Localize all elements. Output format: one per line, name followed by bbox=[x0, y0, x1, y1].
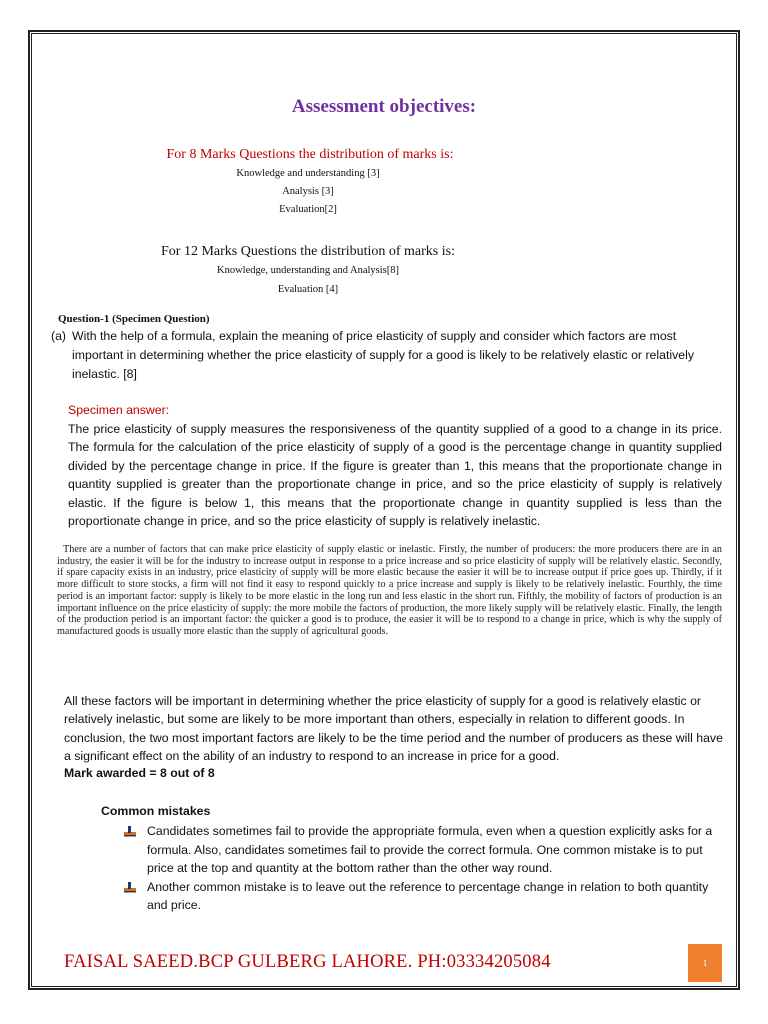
mark-awarded: Mark awarded = 8 out of 8 bbox=[64, 766, 215, 780]
page-number-badge: 1 bbox=[688, 944, 722, 982]
conclusion-paragraph: All these factors will be important in determining whether the price elasticity of supply for a good is relatively elastic or relatively inelastic, but some are likely to be more important than others, especially in relation to different goods. In conclusion, the two most important factors are likely to be the time period and the number of producers as these will have a significant effect on the ability of an industry to respond to an increase in price for a good. bbox=[64, 694, 723, 764]
question-text: With the help of a formula, explain the meaning of price elasticity of supply and consider which factors are most important in determining whether the price elasticity of supply for a good is likely to be relatively elastic or relatively inelastic. [8] bbox=[72, 329, 694, 381]
hand-pointing-icon bbox=[123, 881, 137, 893]
question-heading: Question-1 (Specimen Question) bbox=[58, 313, 210, 325]
twelve-marks-line: Evaluation [4] bbox=[277, 284, 339, 295]
eight-marks-line: Knowledge and understanding [3] bbox=[236, 168, 380, 179]
common-mistakes-heading: Common mistakes bbox=[101, 804, 211, 818]
list-item-text: Candidates sometimes fail to provide the appropriate formula, even when a question explicitly asks for a formula. Also, candidates sometimes fail to provide the correct formula. One common mistake is to put price at the top and quantity at the bottom rather than the other way round. bbox=[147, 824, 713, 875]
twelve-marks-heading: For 12 Marks Questions the distribution of marks is: bbox=[161, 244, 455, 259]
specimen-answer-label: Specimen answer: bbox=[68, 403, 170, 417]
twelve-marks-line: Knowledge, understanding and Analysis[8] bbox=[217, 265, 399, 276]
eight-marks-line: Evaluation[2] bbox=[279, 204, 337, 215]
common-mistakes-list bbox=[123, 822, 723, 915]
hand-pointing-icon bbox=[123, 825, 137, 837]
specimen-answer-paragraph: The price elasticity of supply measures the responsiveness of the quantity supplied of a good to a change in its price. The formula for the calculation of the price elasticity of supply of a good is the percentage change in quantity supplied divided by the percentage change in price. If the figure is greater than 1, this means that the proportionate change in quantity supplied is greater than the proportionate change in price, and so the price elasticity of supply is relatively elastic. If the figure is below 1, this means that the proportionate change in quantity supplied is less than the proportionate change in price, and so the price elasticity of supply is relatively inelastic. bbox=[68, 422, 722, 529]
eight-marks-line: Analysis [3] bbox=[282, 186, 334, 197]
eight-marks-heading: For 8 Marks Questions the distribution of marks is: bbox=[166, 147, 454, 162]
list-item bbox=[123, 878, 723, 915]
footer-text: FAISAL SAEED.BCP GULBERG LAHORE. PH:03334205084 bbox=[64, 952, 551, 972]
list-item-text: Another common mistake is to leave out the reference to percentage change in relation to both quantity and price. bbox=[147, 879, 709, 912]
page-title: Assessment objectives: bbox=[291, 96, 477, 117]
factors-paragraph: There are a number of factors that can make price elasticity of supply elastic or inelastic. Firstly, the number of producers: the more producers there are in an industry, the easier it will be for the industry to increase output in response to a price increase and so price elasticity of supply will be relatively elastic. Secondly, if spare capacity exists in an industry, price elasticity of supply will be more elastic because the easier it will be to increase output if price goes up. Thirdly, if it more difficult to store stocks, a firm will not find it easy to respond quickly to a price increase and supply is likely to be relatively inelastic. Fourthly, the time period is an important factor: supply is likely to be more elastic in the long run and less elastic in the short run. Fifthly, the mobility of factors of production is an important influence on the price elasticity of supply: the more mobile the factors of production, the more likely supply will be relatively elastic. Finally, the length of the production period is an important factor: the quicker a good is to produce, the easier it will be to respond to a change in price, which is why the supply of manufactured goods is usually more elastic than the supply of agricultural goods. bbox=[57, 544, 722, 637]
question-item bbox=[51, 327, 711, 384]
question-label: (a) bbox=[51, 329, 67, 343]
list-item bbox=[123, 822, 723, 878]
